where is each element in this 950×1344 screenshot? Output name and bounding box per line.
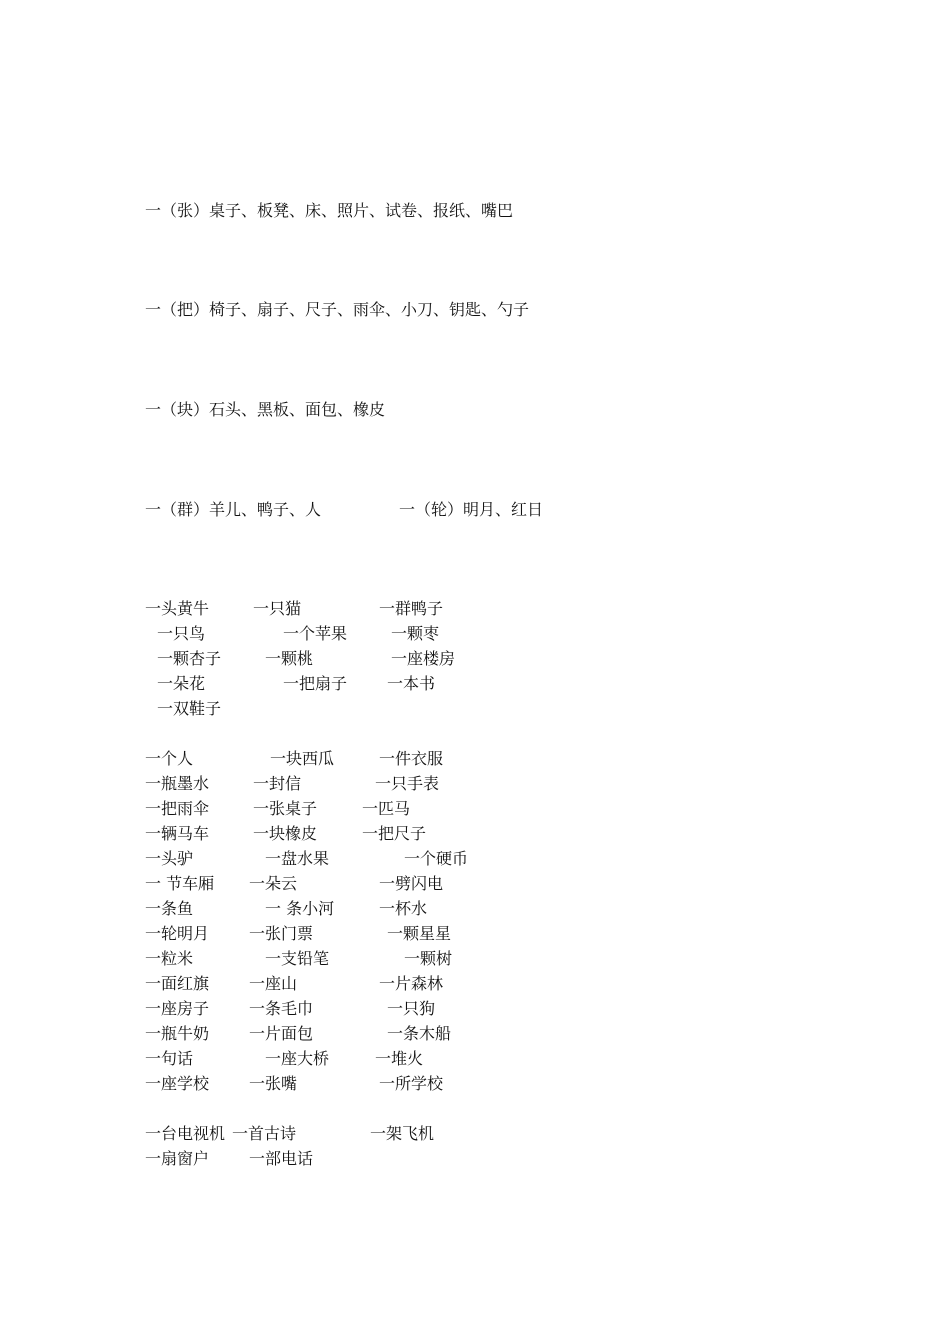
phrase: 一堆火 <box>375 1049 424 1068</box>
phrase: 一颗桃 <box>265 649 314 668</box>
phrase-row <box>0 771 950 796</box>
phrase: 一扇窗户 <box>145 1149 210 1168</box>
classifier-line-qun-lun <box>0 497 950 522</box>
phrase: 一块西瓜 <box>270 749 335 768</box>
classifier-line-zhang <box>0 198 950 223</box>
phrase: 一座房子 <box>145 999 210 1018</box>
phrase: 一匹马 <box>362 799 411 818</box>
classifier-text: 一（张）桌子、板凳、床、照片、试卷、报纸、嘴巴 <box>145 201 514 220</box>
phrase: 一 条小河 <box>265 899 335 918</box>
classifier-text: 一（轮）明月、红日 <box>399 500 544 519</box>
phrase: 一朵云 <box>249 874 298 893</box>
phrase: 一劈闪电 <box>379 874 444 893</box>
phrase-row <box>0 796 950 821</box>
phrase: 一架飞机 <box>370 1124 435 1143</box>
phrase: 一张门票 <box>249 924 314 943</box>
classifier-text: 一（把）椅子、扇子、尺子、雨伞、小刀、钥匙、勺子 <box>145 300 530 319</box>
phrase: 一瓶牛奶 <box>145 1024 210 1043</box>
phrase: 一个硬币 <box>404 849 469 868</box>
phrase: 一首古诗 <box>232 1124 297 1143</box>
phrase: 一颗树 <box>404 949 453 968</box>
phrase-row <box>0 746 950 771</box>
phrase: 一座学校 <box>145 1074 210 1093</box>
phrase: 一只猫 <box>253 599 302 618</box>
phrase-row <box>0 621 950 646</box>
phrase: 一颗星星 <box>387 924 452 943</box>
phrase: 一个人 <box>145 749 194 768</box>
phrase-row <box>0 871 950 896</box>
phrase: 一只手表 <box>375 774 440 793</box>
phrase-row <box>0 971 950 996</box>
phrase: 一座大桥 <box>265 1049 330 1068</box>
phrase: 一件衣服 <box>379 749 444 768</box>
phrase: 一只狗 <box>387 999 436 1018</box>
phrase-row <box>0 1071 950 1096</box>
phrase: 一片森林 <box>379 974 444 993</box>
phrase: 一群鸭子 <box>379 599 444 618</box>
phrase: 一把扇子 <box>283 674 348 693</box>
phrase: 一辆马车 <box>145 824 210 843</box>
phrase: 一条木船 <box>387 1024 452 1043</box>
phrase: 一只鸟 <box>157 624 206 643</box>
phrase: 一杯水 <box>379 899 428 918</box>
phrase-row <box>0 921 950 946</box>
phrase: 一座楼房 <box>391 649 456 668</box>
phrase-row <box>0 1146 950 1171</box>
phrase-row <box>0 1121 950 1146</box>
classifier-line-kuai <box>0 397 950 422</box>
phrase: 一瓶墨水 <box>145 774 210 793</box>
phrase-row <box>0 896 950 921</box>
phrase: 一颗枣 <box>391 624 440 643</box>
phrase: 一座山 <box>249 974 298 993</box>
phrase-row <box>0 671 950 696</box>
phrase: 一 节车厢 <box>145 874 215 893</box>
phrase: 一双鞋子 <box>157 699 222 718</box>
phrase: 一把尺子 <box>362 824 427 843</box>
phrase: 一部电话 <box>249 1149 314 1168</box>
phrase: 一封信 <box>253 774 302 793</box>
phrase: 一张嘴 <box>249 1074 298 1093</box>
phrase: 一句话 <box>145 1049 194 1068</box>
phrase: 一条毛巾 <box>249 999 314 1018</box>
phrase: 一粒米 <box>145 949 194 968</box>
phrase-row <box>0 596 950 621</box>
phrase: 一盘水果 <box>265 849 330 868</box>
phrase: 一本书 <box>387 674 436 693</box>
phrase: 一块橡皮 <box>253 824 318 843</box>
phrase: 一头驴 <box>145 849 194 868</box>
classifier-text: 一（块）石头、黑板、面包、橡皮 <box>145 400 386 419</box>
phrase-row <box>0 946 950 971</box>
phrase: 一轮明月 <box>145 924 210 943</box>
phrase: 一片面包 <box>249 1024 314 1043</box>
classifier-text: 一（群）羊儿、鸭子、人 <box>145 500 322 519</box>
phrase-row <box>0 1046 950 1071</box>
phrase: 一台电视机 <box>145 1124 226 1143</box>
phrase: 一张桌子 <box>253 799 318 818</box>
phrase: 一支铅笔 <box>265 949 330 968</box>
phrase-row <box>0 996 950 1021</box>
phrase-row <box>0 1021 950 1046</box>
phrase-row <box>0 846 950 871</box>
phrase: 一头黄牛 <box>145 599 210 618</box>
phrase-row <box>0 646 950 671</box>
phrase: 一个苹果 <box>283 624 348 643</box>
phrase: 一颗杏子 <box>157 649 222 668</box>
phrase: 一条鱼 <box>145 899 194 918</box>
phrase: 一朵花 <box>157 674 206 693</box>
phrase-row <box>0 696 950 721</box>
phrase: 一所学校 <box>379 1074 444 1093</box>
classifier-line-ba <box>0 297 950 322</box>
phrase: 一面红旗 <box>145 974 210 993</box>
phrase: 一把雨伞 <box>145 799 210 818</box>
phrase-row <box>0 821 950 846</box>
